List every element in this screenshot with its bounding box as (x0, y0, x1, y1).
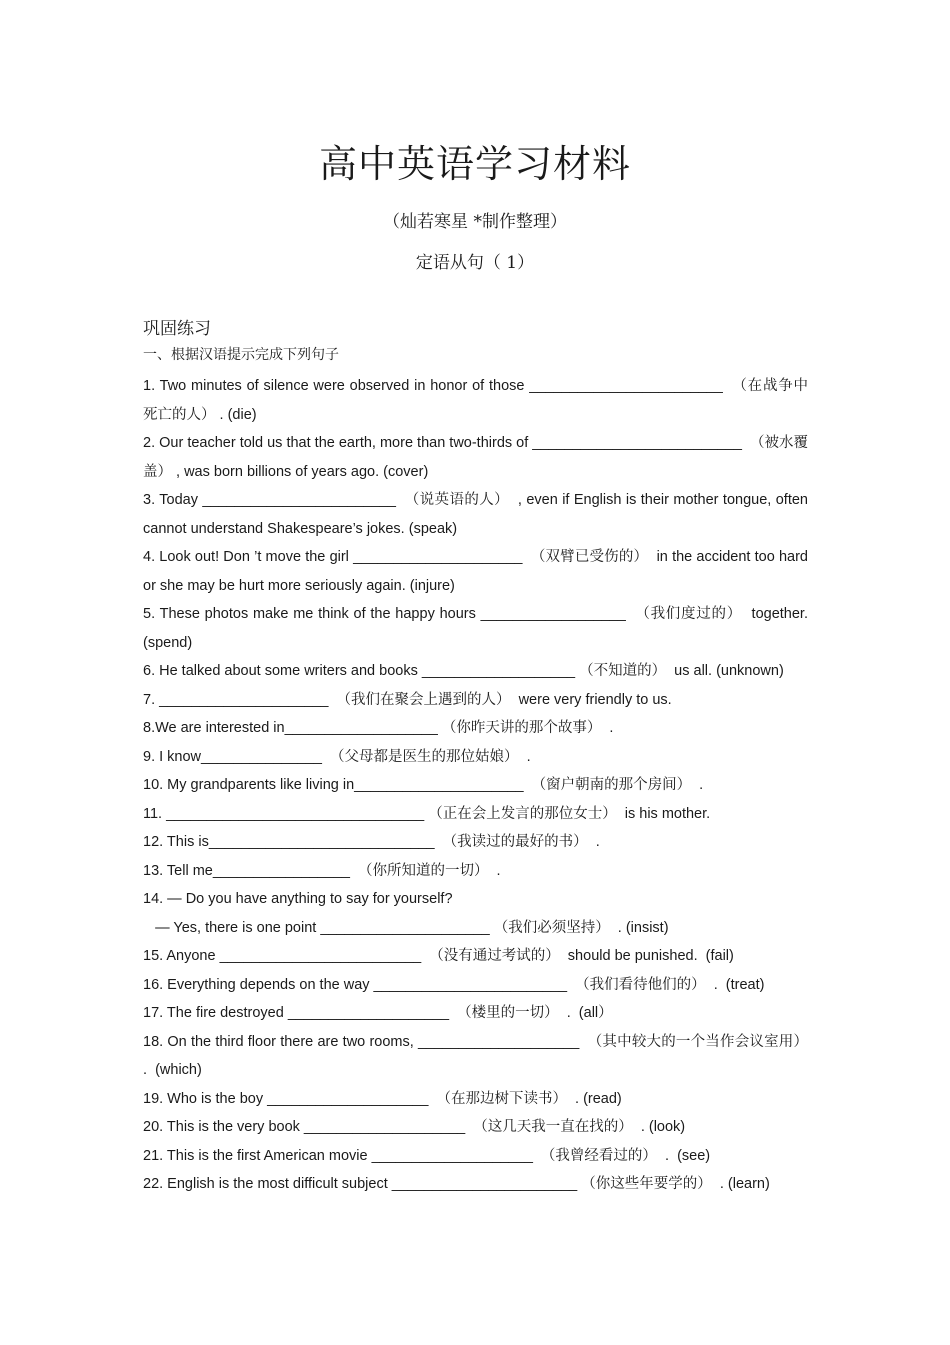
exercise-item: 17. The fire destroyed ____________________ （楼里的一切） . (all） (143, 1005, 613, 1021)
exercise-item: 14. — Do you have anything to say for yourself? (143, 891, 453, 907)
exercise-instruction: 一、根据汉语提示完成下列句子 (143, 347, 339, 363)
lesson-title: 定语从句（ 1） (415, 253, 535, 273)
exercise-item: 9. I know_______________ （父母都是医生的那位姑娘） . (143, 748, 531, 765)
exercise-item: 18. On the third floor there are two rooms, ____________________ （其中较大的一个当作会议室用） . (which) (143, 1033, 813, 1078)
exercise-item: 12. This is____________________________ （我读过的最好的书） . (143, 834, 600, 850)
exercise-item: 16. Everything depends on the way ________________________ （我们看待他们的） . (treat) (143, 976, 765, 993)
document-subtitle: （灿若寒星 *制作整理） (383, 212, 567, 232)
exercise-item: 11. ________________________________ （正在会上发言的那位女士） is his mother. (143, 805, 711, 822)
exercise-list (143, 372, 813, 1199)
exercise-item: 6. He talked about some writers and books ___________________ （不知道的） us all. (unknown) (143, 663, 784, 679)
section-title: 巩固练习 (143, 319, 211, 339)
exercise-item: 7. _____________________ （我们在聚会上遇到的人） were very friendly to us. (143, 691, 672, 708)
exercise-item: 10. My grandparents like living in_____________________ （窗户朝南的那个房间） . (143, 777, 704, 793)
exercise-item: 13. Tell me_________________ （你所知道的一切） . (143, 862, 501, 879)
document-title: 高中英语学习材料 (318, 142, 631, 186)
exercise-item: 20. This is the very book ____________________ （这几天我一直在找的） . (look) (143, 1119, 686, 1135)
exercise-item: 8.We are interested in___________________ （你昨天讲的那个故事） . (143, 720, 614, 736)
exercise-item: 2. Our teacher told us that the earth, more than two-thirds of __________________________ （被水覆盖） , was born billions of years ago. (cover) (143, 435, 809, 480)
exercise-item: 4. Look out! Don ’t move the girl _____________________ （双臂已受伤的） in the accident too hard or she may be hurt more seriously again. (injure) (143, 549, 813, 594)
exercise-item: 21. This is the first American movie ____________________ （我曾经看过的） . (see) (143, 1147, 711, 1164)
exercise-item: — Yes, there is one point _____________________ （我们必须坚持） . (insist) (143, 919, 669, 936)
exercise-item: 19. Who is the boy ____________________ （在那边树下读书） . (read) (143, 1090, 622, 1107)
exercise-item: 15. Anyone _________________________ （没有通过考试的） should be punished. (fail) (143, 948, 734, 964)
exercise-item: 22. English is the most difficult subject _______________________ （你这些年要学的） . (learn) (143, 1176, 770, 1192)
exercise-item: 5. These photos make me think of the happy hours __________________ （我们度过的） together. (spend) (143, 606, 813, 651)
exercise-item: 1. Two minutes of silence were observed in honor of those ________________________ （在战争中死亡的人） . (die) (143, 378, 808, 423)
exercise-item: 3. Today ________________________ （说英语的人） , even if English is their mother tongue, often cannot understand Shakespeare’s jokes. (speak) (143, 492, 813, 537)
